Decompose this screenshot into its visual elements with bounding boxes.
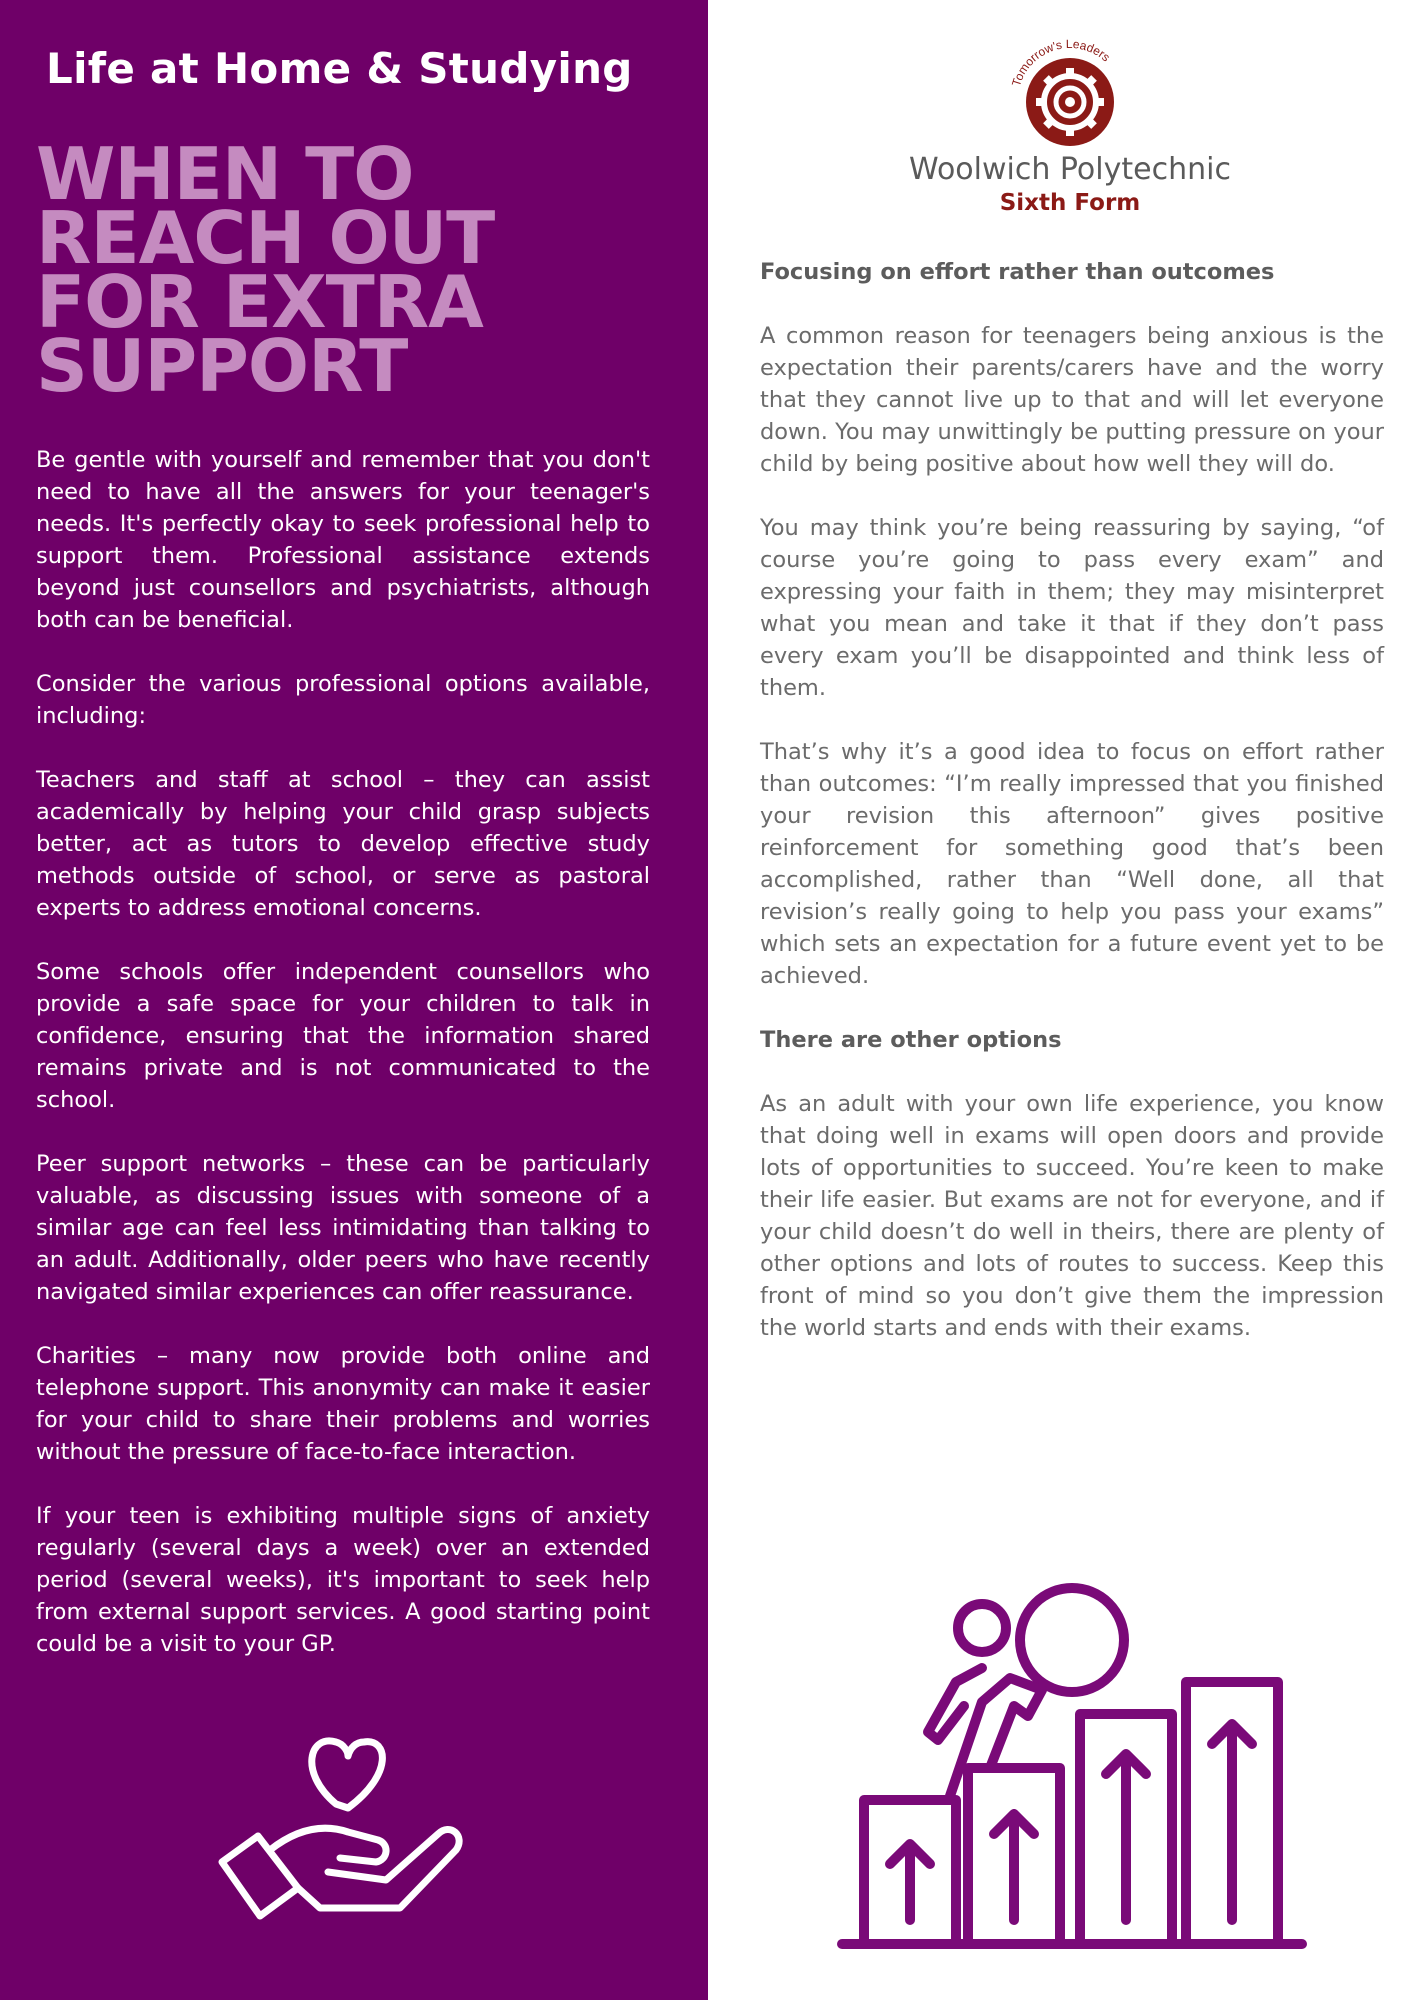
- paragraph: Be gentle with yourself and remember that you don't need to have all the answers for your teenager's needs. It's perfectly okay to seek professional help to support them. Professional assistance extends beyond just counsellors and psychiatrists, although both can be beneficial.: [36, 447, 650, 633]
- hand-heart-icon: [218, 1712, 478, 1952]
- logo-name: Woolwich Polytechnic: [909, 152, 1231, 187]
- paragraph: Charities – many now provide both online and telephone support. This anonymity can make it easier for your child to share their problems and worries without the pressure of face-to-face interaction.: [36, 1343, 650, 1465]
- gear-logo-icon: [900, 30, 1240, 150]
- paragraph: Some schools offer independent counsellors who provide a safe space for your children to talk in confidence, ensuring that the information shared remains private and is not communicated to the school.: [36, 959, 650, 1113]
- paragraph: If your teen is exhibiting multiple signs of anxiety regularly (several days a week) over an extended period (several weeks), it's important to seek help from external support services. A good starting point could be a visit to your GP.: [36, 1503, 650, 1657]
- paragraph: You may think you’re being reassuring by saying, “of course you’re going to pass every exam” and expressing your faith in them; they may misinterpret what you mean and take it that if they don’t pass every exam you’ll be disappointed and think less of them.: [760, 515, 1384, 701]
- section-heading: There are other options: [760, 1027, 1062, 1053]
- left-body: [36, 444, 650, 1692]
- paragraph: Consider the various professional options available, including:: [36, 671, 650, 729]
- paragraph: Peer support networks – these can be particularly valuable, as discussing issues with someone of a similar age can feel less intimidating than talking to an adult. Additionally, older peers who have recently navigated similar experiences can offer reassurance.: [36, 1151, 650, 1305]
- logo-subtitle: Sixth Form: [999, 190, 1141, 216]
- growth-steps-icon: [832, 1582, 1322, 1952]
- section-heading: Focusing on effort rather than outcomes: [760, 259, 1275, 285]
- paragraph: Teachers and staff at school – they can assist academically by helping your child grasp subjects better, act as tutors to develop effective study methods outside of school, or serve as pastoral experts to address emotional concerns.: [36, 767, 650, 921]
- right-body: [760, 256, 1384, 1376]
- paragraph: A common reason for teenagers being anxious is the expectation their parents/carers have and the worry that they cannot live up to that and will let everyone down. You may unwittingly be putting pressure on your child by being positive about how well they will do.: [760, 323, 1384, 477]
- paragraph: That’s why it’s a good idea to focus on effort rather than outcomes: “I’m really impressed that you finished your revision this afternoon” gives positive reinforcement for something good that’s been accomplished, rather than “Well done, all that revision’s really going to help you pass your exams” which sets an expectation for a future event yet to be achieved.: [760, 739, 1384, 989]
- section-label: Life at Home & Studying: [46, 44, 633, 93]
- school-logo: [900, 30, 1320, 230]
- paragraph: As an adult with your own life experience, you know that doing well in exams will open doors and provide lots of opportunities to succeed. You’re keen to make their life easier. But exams are not for everyone, and if your child doesn’t do well in theirs, there are plenty of other options and lots of routes to success. Keep this front of mind so you don’t give them the impression the world starts and ends with their exams.: [760, 1091, 1384, 1341]
- logo-arc-text: Tomorrow's Leaders: [1009, 36, 1113, 89]
- page-headline: WHEN TO REACH OUT FOR EXTRA SUPPORT: [36, 132, 495, 408]
